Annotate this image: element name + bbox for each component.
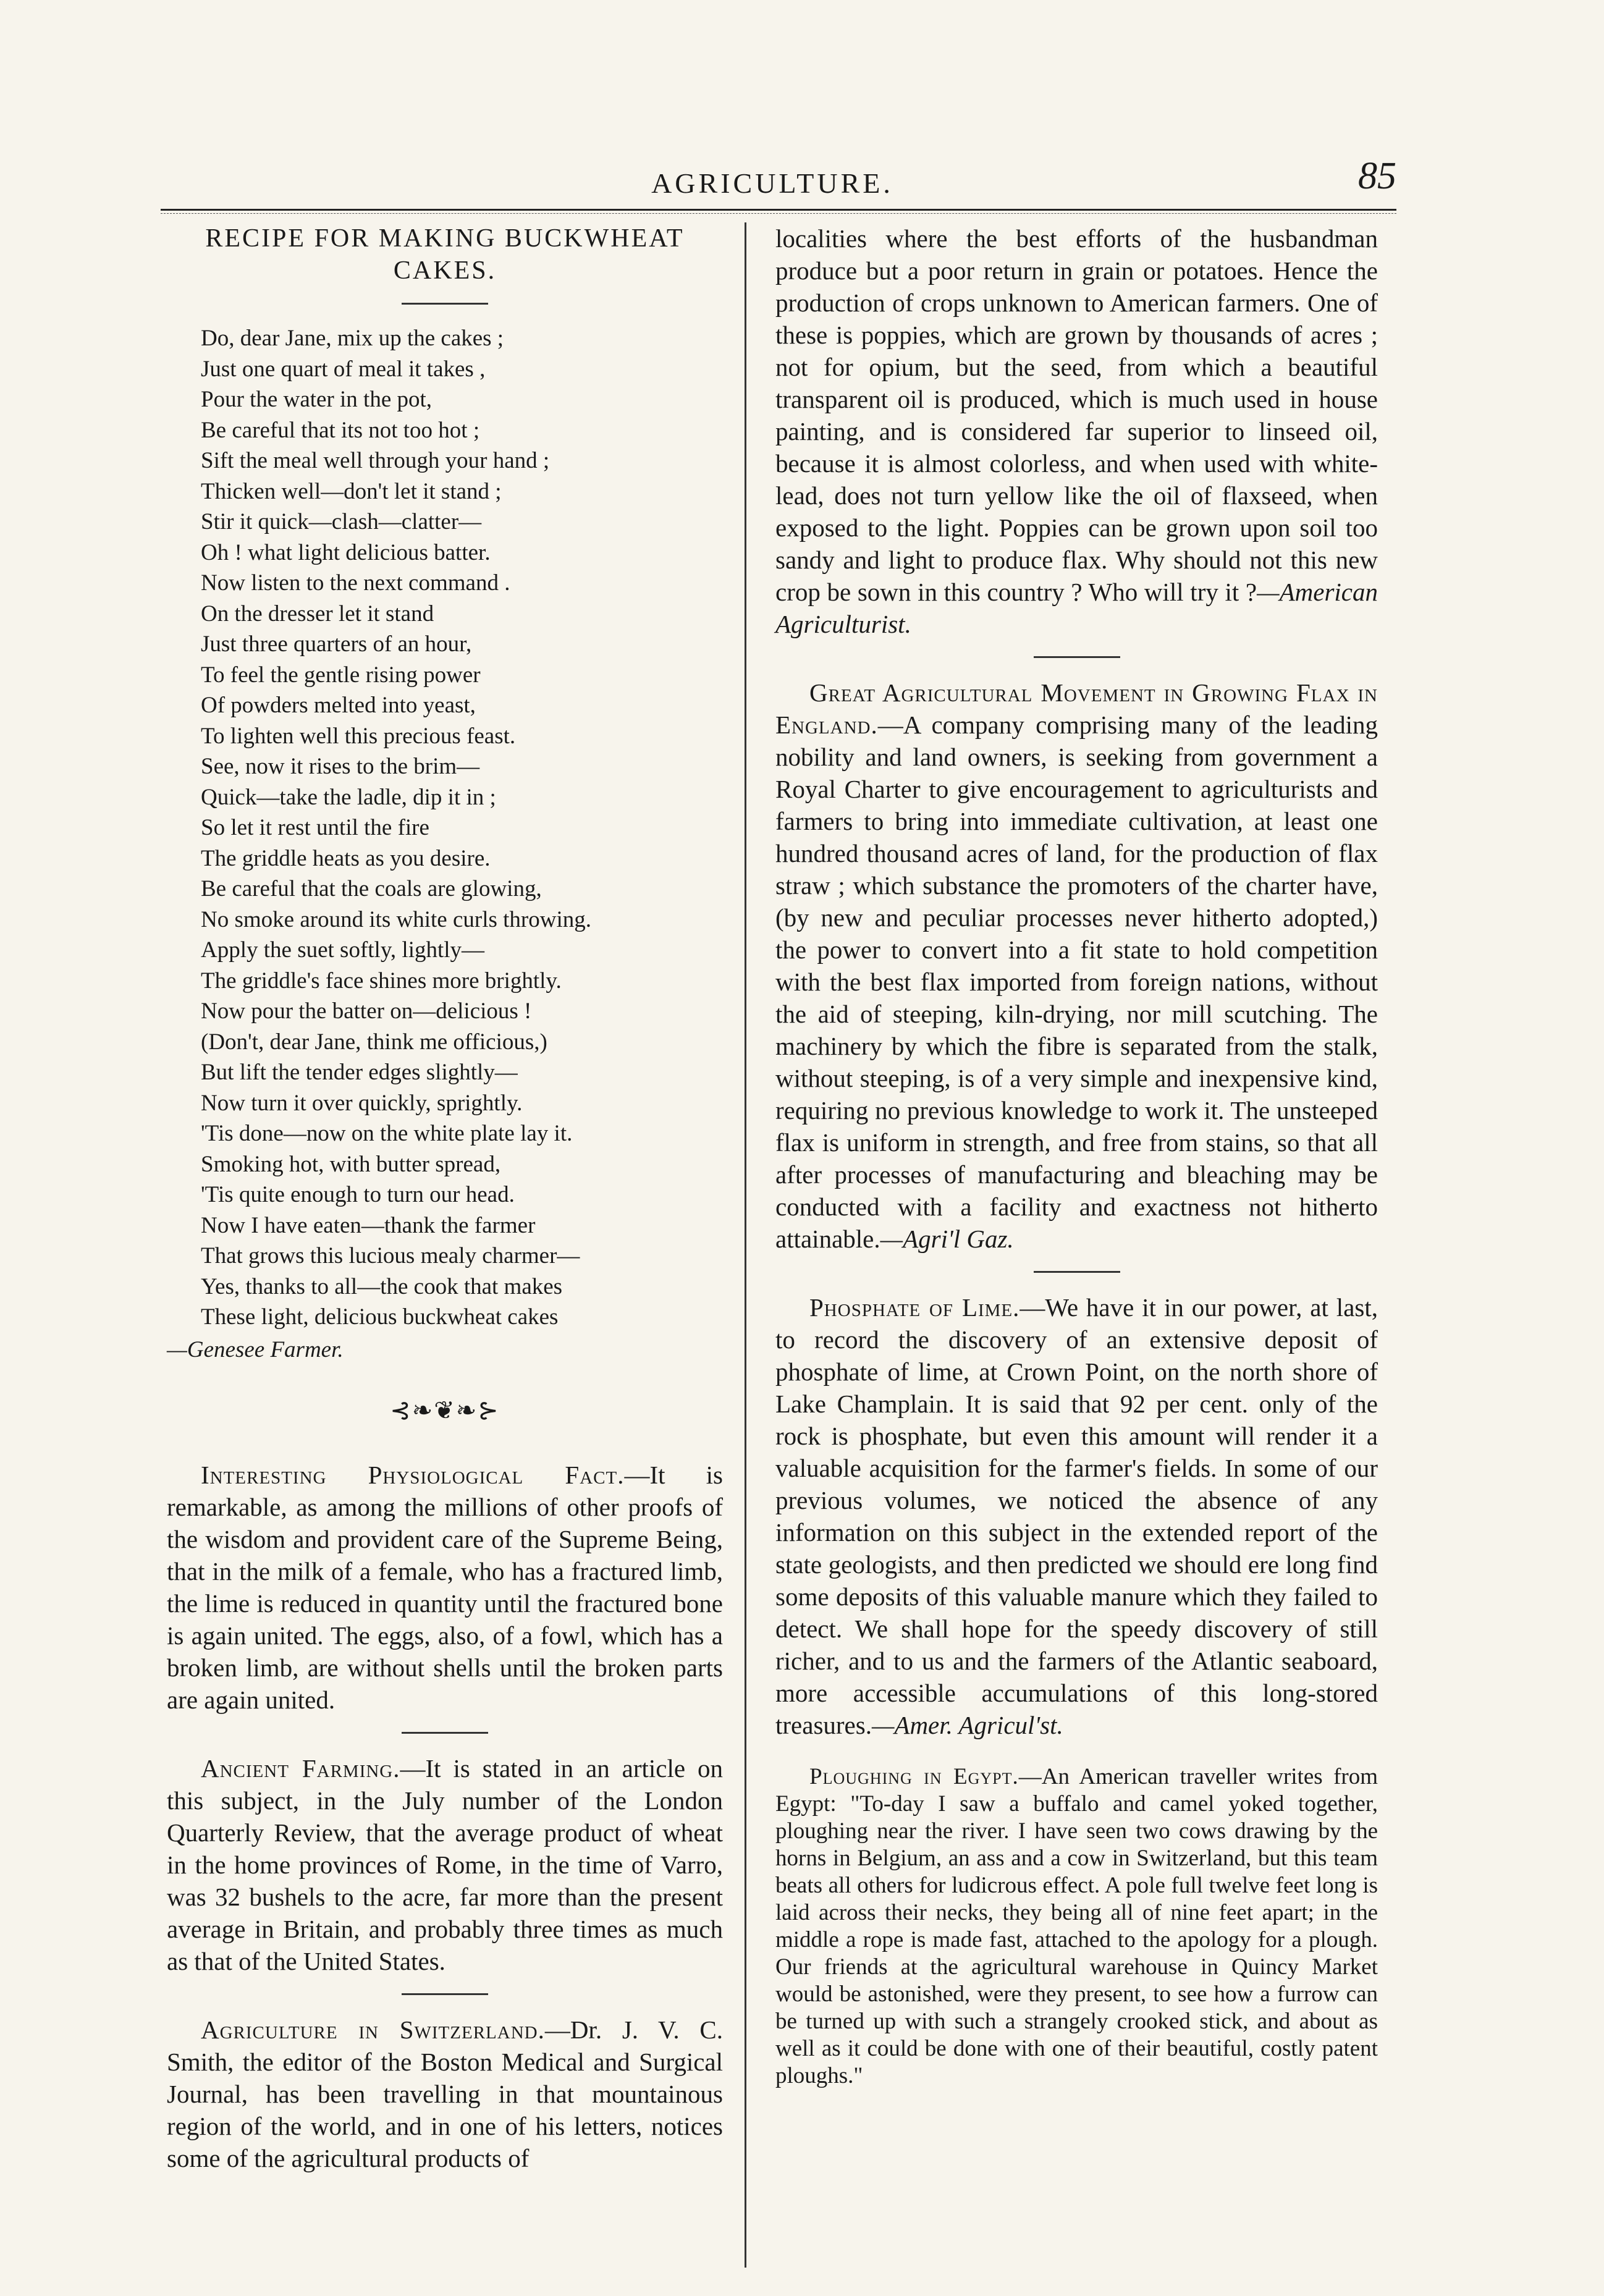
poem-line: On the dresser let it stand — [201, 601, 434, 627]
poem-line: Just one quart of meal it takes , — [201, 356, 486, 382]
page-number: 85 — [1358, 155, 1396, 197]
article-rule — [402, 1732, 488, 1734]
poem-line: Pour the water in the pot, — [201, 387, 433, 412]
poem-line: So let it rest until the fire — [201, 815, 429, 840]
article-ploughing-egypt — [775, 1763, 1378, 2090]
poem-line: Sift the meal well through your hand ; — [201, 448, 550, 473]
poem-line: That grows this lucious mealy charmer— — [201, 1243, 580, 1268]
poem-line: The griddle heats as you desire. — [201, 845, 491, 871]
poem-line: Now I have eaten—thank the farmer — [201, 1212, 536, 1238]
poem-line: Smoking hot, with butter spread, — [201, 1151, 501, 1177]
poem-line: But lift the tender edges slightly— — [201, 1060, 518, 1085]
spacer — [775, 1741, 1378, 1763]
article-rule — [402, 1993, 488, 1995]
poem-line: To feel the gentle rising power — [201, 662, 481, 688]
poem-line: Yes, thanks to all—the cook that makes — [201, 1273, 563, 1299]
right-column — [775, 222, 1378, 2090]
article-body: —It is stated in an article on this subject, in the July number of the London Quarterly Review, that the average product of wheat in the home provinces of Rome, in the time of Varro, was 32 bushels to the acre, far more than the present average in Britain, and probably three times as much as that of the United States. — [167, 1754, 723, 1975]
article-continuation — [775, 222, 1378, 640]
article-heading: Interesting Physiological Fact. — [201, 1460, 625, 1489]
poem-line: To lighten well this precious feast. — [201, 723, 516, 749]
article-ancient-farming — [167, 1752, 723, 1977]
poem-line: These light, delicious buckwheat cakes — [201, 1304, 559, 1330]
article-flax-england — [775, 677, 1378, 1255]
poem-line: Now turn it over quickly, sprightly. — [201, 1090, 523, 1116]
poem-line: Oh ! what light delicious batter. — [201, 539, 491, 565]
article-rule — [1034, 1271, 1120, 1273]
article-heading: Ploughing in Egypt. — [809, 1764, 1019, 1789]
article-physiological-fact — [167, 1459, 723, 1716]
article-body: —We have it in our power, at last, to record the discovery of an extensive deposit of phosphate of lime, at Crown Point, on the north shore of Lake Champlain. It is said that 92 per cent. only of the rock is phosphate, but even this amount will render it a valuable acquisition for the farmer's fields. In some of our previous volumes, we noticed the absence of any information on this subject in the extended report of the state geologists, and then predicted we should ere long find some deposits of this valuable manure which they failed to detect. We shall hope for the speedy discovery of still richer, and to us and the farmers of the Atlantic seaboard, more accessible accumulations of this long-stored treasures. — [775, 1293, 1378, 1739]
poem-line: Of powders melted into yeast, — [201, 693, 476, 718]
article-body: —An American traveller writes from Egypt: "To-day I saw a buffalo and camel yoked together, ploughing near the river. I have seen two cows drawing by the horns in Belgium, an ass and a cow in Switzerland, but this team beats all others for ludicrous effect. A pole full twelve feet long is laid across their necks, they being all of nine feet apart; in the middle a rope is made fast, attached to the apology for a plough. Our friends at the agricultural warehouse in Quincy Market would be astonished, were they present, to see how a furrow can be turned up with such a strangely crooked stick, and about as well as it could be done with one of their beautiful, costly patent ploughs." — [775, 1764, 1378, 2088]
poem-line: Just three quarters of an hour, — [201, 631, 472, 657]
article-body: —A company comprising many of the leading nobility and land owners, is seeking from government a Royal Charter to give encouragement to agriculturists and farmers to bring into immediate cultivation, at least one hundred thousand acres of land, for the production of flax straw ; which substance the promoters of the charter have, (by new and peculiar processes never hitherto adopted,) the power to convert into a fit state to hold competition with the best flax imported from foreign nations, without the aid of steeping, kiln-drying, nor mill scutching. The machinery by which the fibre is separated from the stalk, without steeping, is of a very simple and inexpensive kind, requiring no previous knowledge to work it. The unsteeped flax is uniform in strength, and free from stains, so that all after processes of manufacturing and bleaching may be conducted with a facility and exactness not hitherto attainable. — [775, 711, 1378, 1253]
poem-line: Quick—take the ladle, dip it in ; — [201, 784, 496, 810]
article-source: —Agri'l Gaz. — [880, 1225, 1014, 1253]
header-rule — [161, 209, 1396, 214]
article-body: localities where the best efforts of the husbandman produce but a poor return in grain or potatoes. Hence the production of crops unknown to American farmers. One of these is poppies, which are grown by thousands of acres ; not for opium, but the seed, from which a beautiful transparent oil is produced, which is much used in house painting, and is considered far superior to linseed oil, because it is almost colorless, and when used with white-lead, does not turn yellow like the oil of flaxseed, when exposed to the light. Poppies can be grown upon soil too sandy and light to produce flax. Why should not this new crop be sown in this country ? Who will try it ? — [775, 224, 1378, 606]
article-phosphate-lime — [775, 1291, 1378, 1741]
article-body: —Dr. J. V. C. Smith, the editor of the Boston Medical and Surgical Journal, has been travelling in that mountainous region of the world, and in one of his letters, notices some of the agricultural products of — [167, 2015, 723, 2172]
poem-line: Thicken well—don't let it stand ; — [201, 478, 502, 504]
column-divider — [745, 222, 746, 2268]
poem-line: Now pour the batter on—delicious ! — [201, 998, 532, 1024]
recipe-title: RECIPE FOR MAKING BUCKWHEAT CAKES. — [205, 224, 685, 285]
poem-line: No smoke around its white curls throwing. — [201, 906, 591, 932]
article-heading: Ancient Farming. — [201, 1754, 400, 1783]
article-source: —American Agriculturist. — [775, 578, 1378, 638]
article-source: —Amer. Agricul'st. — [871, 1711, 1063, 1739]
poem-line: Now listen to the next command . — [201, 570, 510, 596]
article-rule — [1034, 656, 1120, 658]
poem-line: Stir it quick—clash—clatter— — [201, 509, 482, 534]
ornament-divider: ⊰❧❦❧⊱ — [390, 1396, 500, 1424]
article-heading: Agriculture in Switzerland. — [201, 2015, 545, 2044]
poem-line: See, now it rises to the brim— — [201, 754, 480, 779]
poem-attribution: —Genesee Farmer. — [167, 1336, 344, 1362]
article-heading: Phosphate of Lime. — [809, 1293, 1020, 1322]
article-switzerland — [167, 2014, 723, 2174]
article-body: —It is remarkable, as among the millions of other proofs of the wisdom and provident care of the Supreme Being, that in the milk of a female, who has a fractured limb, the lime is reduced in quantity until the fractured bone is again united. The eggs, also, of a fowl, which has a broken limb, are without shells until the broken parts are again united. — [167, 1460, 723, 1714]
left-column — [167, 222, 723, 2174]
poem-line: 'Tis quite enough to turn our head. — [201, 1182, 515, 1207]
page-header — [161, 154, 1396, 210]
poem-line: (Don't, dear Jane, think me officious,) — [201, 1029, 547, 1055]
recipe-poem — [201, 323, 723, 1333]
article-heading: Great Agricultural Movement in Growing Flax in England. — [775, 678, 1378, 739]
title-rule — [402, 303, 488, 305]
poem-line: Do, dear Jane, mix up the cakes ; — [201, 326, 504, 351]
poem-line: Be careful that its not too hot ; — [201, 417, 480, 443]
poem-line: The griddle's face shines more brightly. — [201, 968, 562, 994]
poem-line: Apply the suet softly, lightly— — [201, 937, 485, 963]
running-head: AGRICULTURE. — [651, 167, 893, 199]
poem-line: 'Tis done—now on the white plate lay it. — [201, 1121, 573, 1146]
poem-line: Be careful that the coals are glowing, — [201, 876, 542, 901]
